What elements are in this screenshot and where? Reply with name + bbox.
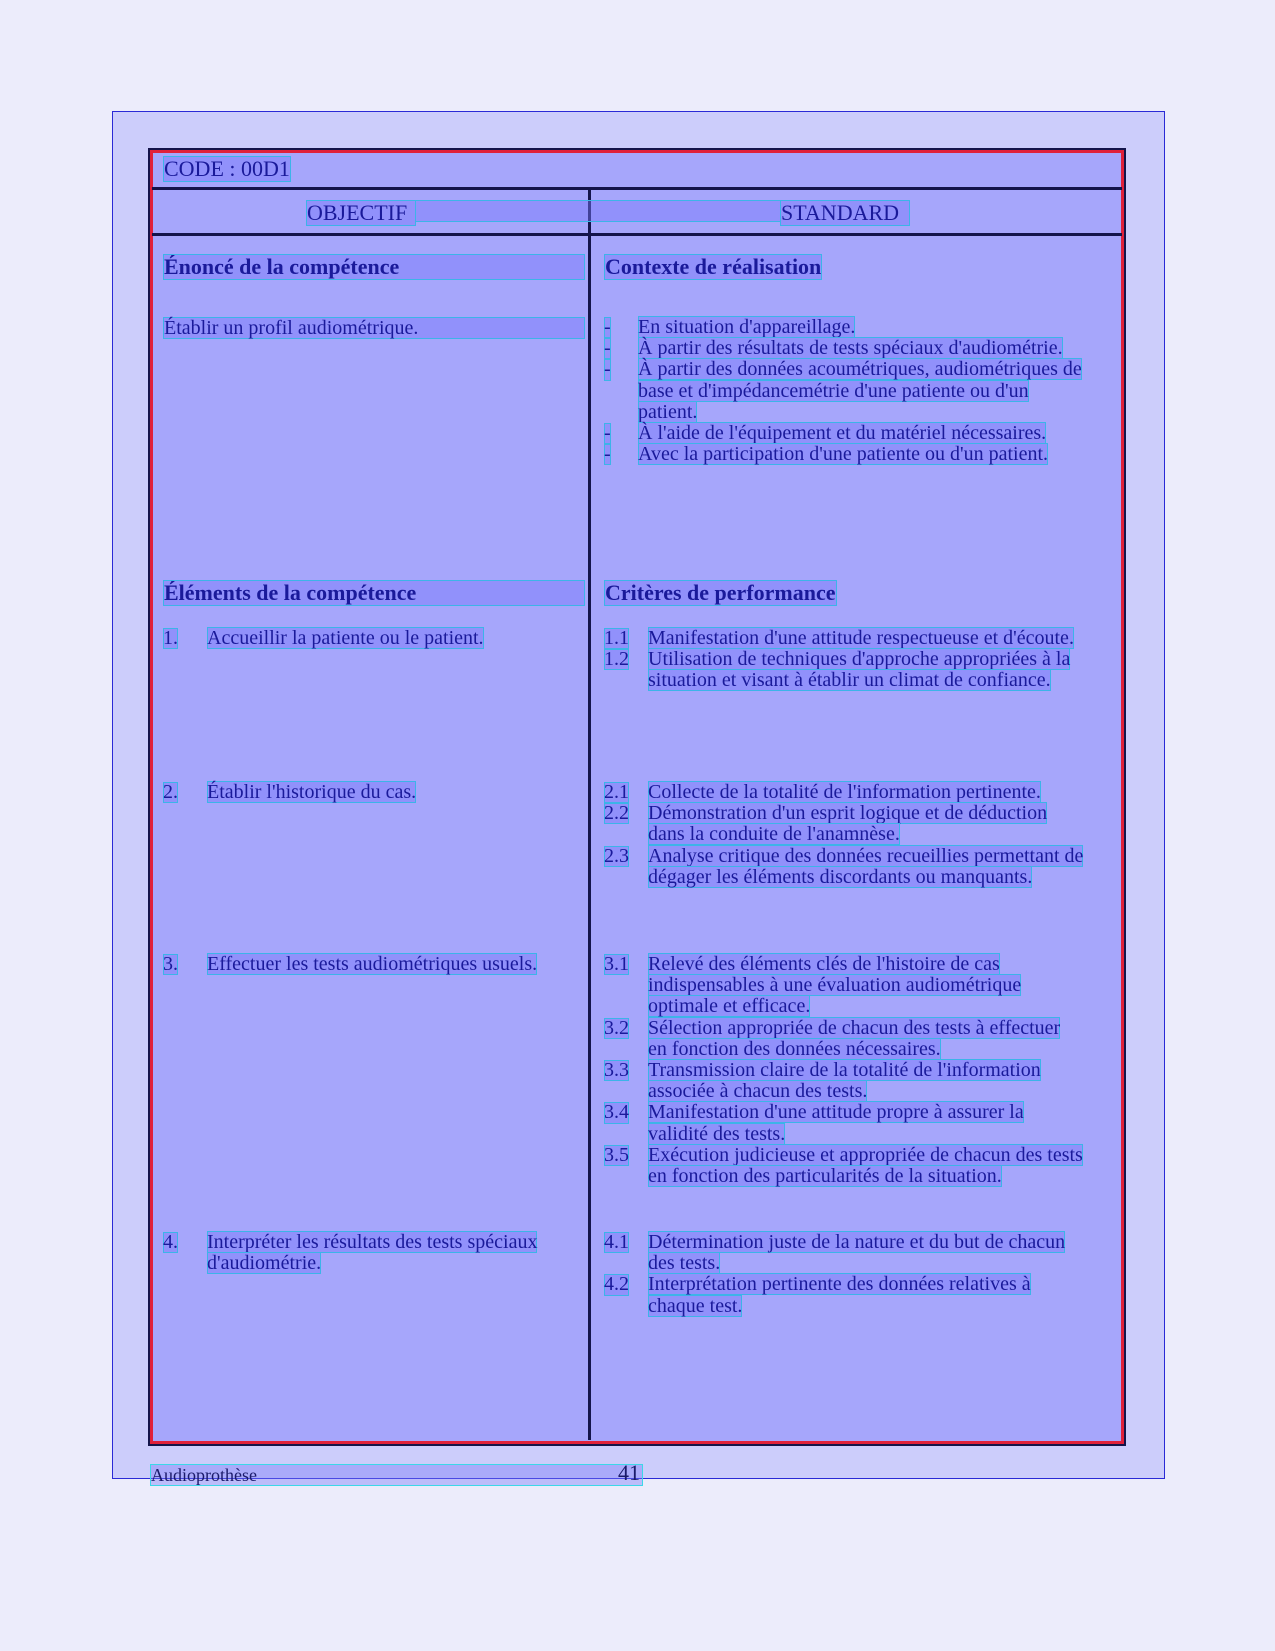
criterion-3-4: 3.4 Manifestation d'une attitude propre à assurer la validité des tests. bbox=[604, 1101, 1024, 1145]
criterion-3-5: 3.5 Exécution judicieuse et appropriée de chacun des tests en fonction des particularités de la situation. bbox=[604, 1143, 1083, 1188]
criterion-2-1: 2.1 Collecte de la totalité de l'information pertinente. bbox=[604, 781, 1041, 803]
enonce-text: Établir un profil audiométrique. bbox=[163, 317, 585, 339]
contexte-item: - Avec la participation d'une patiente ou d'un patient. bbox=[604, 443, 1049, 466]
criterion-1-2: 1.2 Utilisation de techniques d'approche appropriées à la situation et visant à établir un climat de confiance. bbox=[604, 648, 1071, 692]
page-number: 41 bbox=[618, 1460, 640, 1485]
criterion-2-2: 2.2 Démonstration d'un esprit logique et de déduction dans la conduite de l'anamnèse. bbox=[604, 802, 1048, 846]
contexte-item: - À l'aide de l'équipement et du matériel nécessaires. bbox=[604, 422, 1047, 445]
standard-header: STANDARD bbox=[780, 200, 910, 226]
header-divider-bottom bbox=[152, 233, 1122, 236]
element-4: 4. Interpréter les résultats des tests spéciaux d'audiométrie. bbox=[163, 1231, 538, 1275]
criteria-list-3 bbox=[604, 954, 1084, 1187]
criterion-3-2: 3.2 Sélection appropriée de chacun des tests à effectuer en fonction des données nécessaires. bbox=[604, 1016, 1061, 1060]
criterion-4-2: 4.2 Interprétation pertinente des données relatives à chaque test. bbox=[604, 1273, 1031, 1317]
criterion-1-1: 1.1 Manifestation d'une attitude respectueuse et d'écoute. bbox=[604, 627, 1074, 649]
element-2: 2. Établir l'historique du cas. bbox=[163, 781, 417, 803]
header-divider-top bbox=[152, 187, 1122, 190]
objective-header: OBJECTIF bbox=[306, 200, 416, 226]
criteres-title: Critères de performance bbox=[605, 580, 836, 605]
criterion-3-3: 3.3 Transmission claire de la totalité de l'information associée à chacun des tests. bbox=[604, 1059, 1041, 1103]
contexte-title: Contexte de réalisation bbox=[605, 254, 822, 279]
criteria-list-1 bbox=[604, 628, 1084, 692]
criterion-3-1: 3.1 Relevé des éléments clés de l'histoire de cas indispensables à une évaluation audiométrique optimale et efficace. bbox=[604, 953, 1022, 1018]
element-3: 3. Effectuer les tests audiométriques usuels. bbox=[163, 953, 538, 975]
elements-title: Éléments de la compétence bbox=[163, 580, 585, 606]
header-highlight-bridge bbox=[416, 200, 780, 222]
column-divider bbox=[588, 189, 591, 1440]
enonce-title: Énoncé de la compétence bbox=[163, 254, 585, 280]
contexte-item: - En situation d'appareillage. bbox=[604, 316, 856, 338]
element-1: 1. Accueillir la patiente ou le patient. bbox=[163, 627, 484, 649]
criteria-list-4 bbox=[604, 1232, 1084, 1317]
code-label: CODE : 00D1 bbox=[164, 156, 290, 181]
criteria-list-2 bbox=[604, 782, 1084, 888]
criterion-2-3: 2.3 Analyse critique des données recueillies permettant de dégager les éléments discordants ou manquants. bbox=[604, 844, 1084, 888]
page-footer bbox=[150, 1460, 643, 1486]
contexte-item: - À partir des résultats de tests spéciaux d'audiométrie. bbox=[604, 337, 1063, 360]
contexte-item: - À partir des données acoumétriques, audiométriques de base et d'impédancemétrie d'une patiente ou d'un patient. bbox=[604, 358, 1082, 423]
criterion-4-1: 4.1 Détermination juste de la nature et du but de chacun des tests. bbox=[604, 1231, 1066, 1275]
contexte-list bbox=[604, 317, 1084, 465]
footer-label: Audioprothèse bbox=[151, 1465, 257, 1485]
